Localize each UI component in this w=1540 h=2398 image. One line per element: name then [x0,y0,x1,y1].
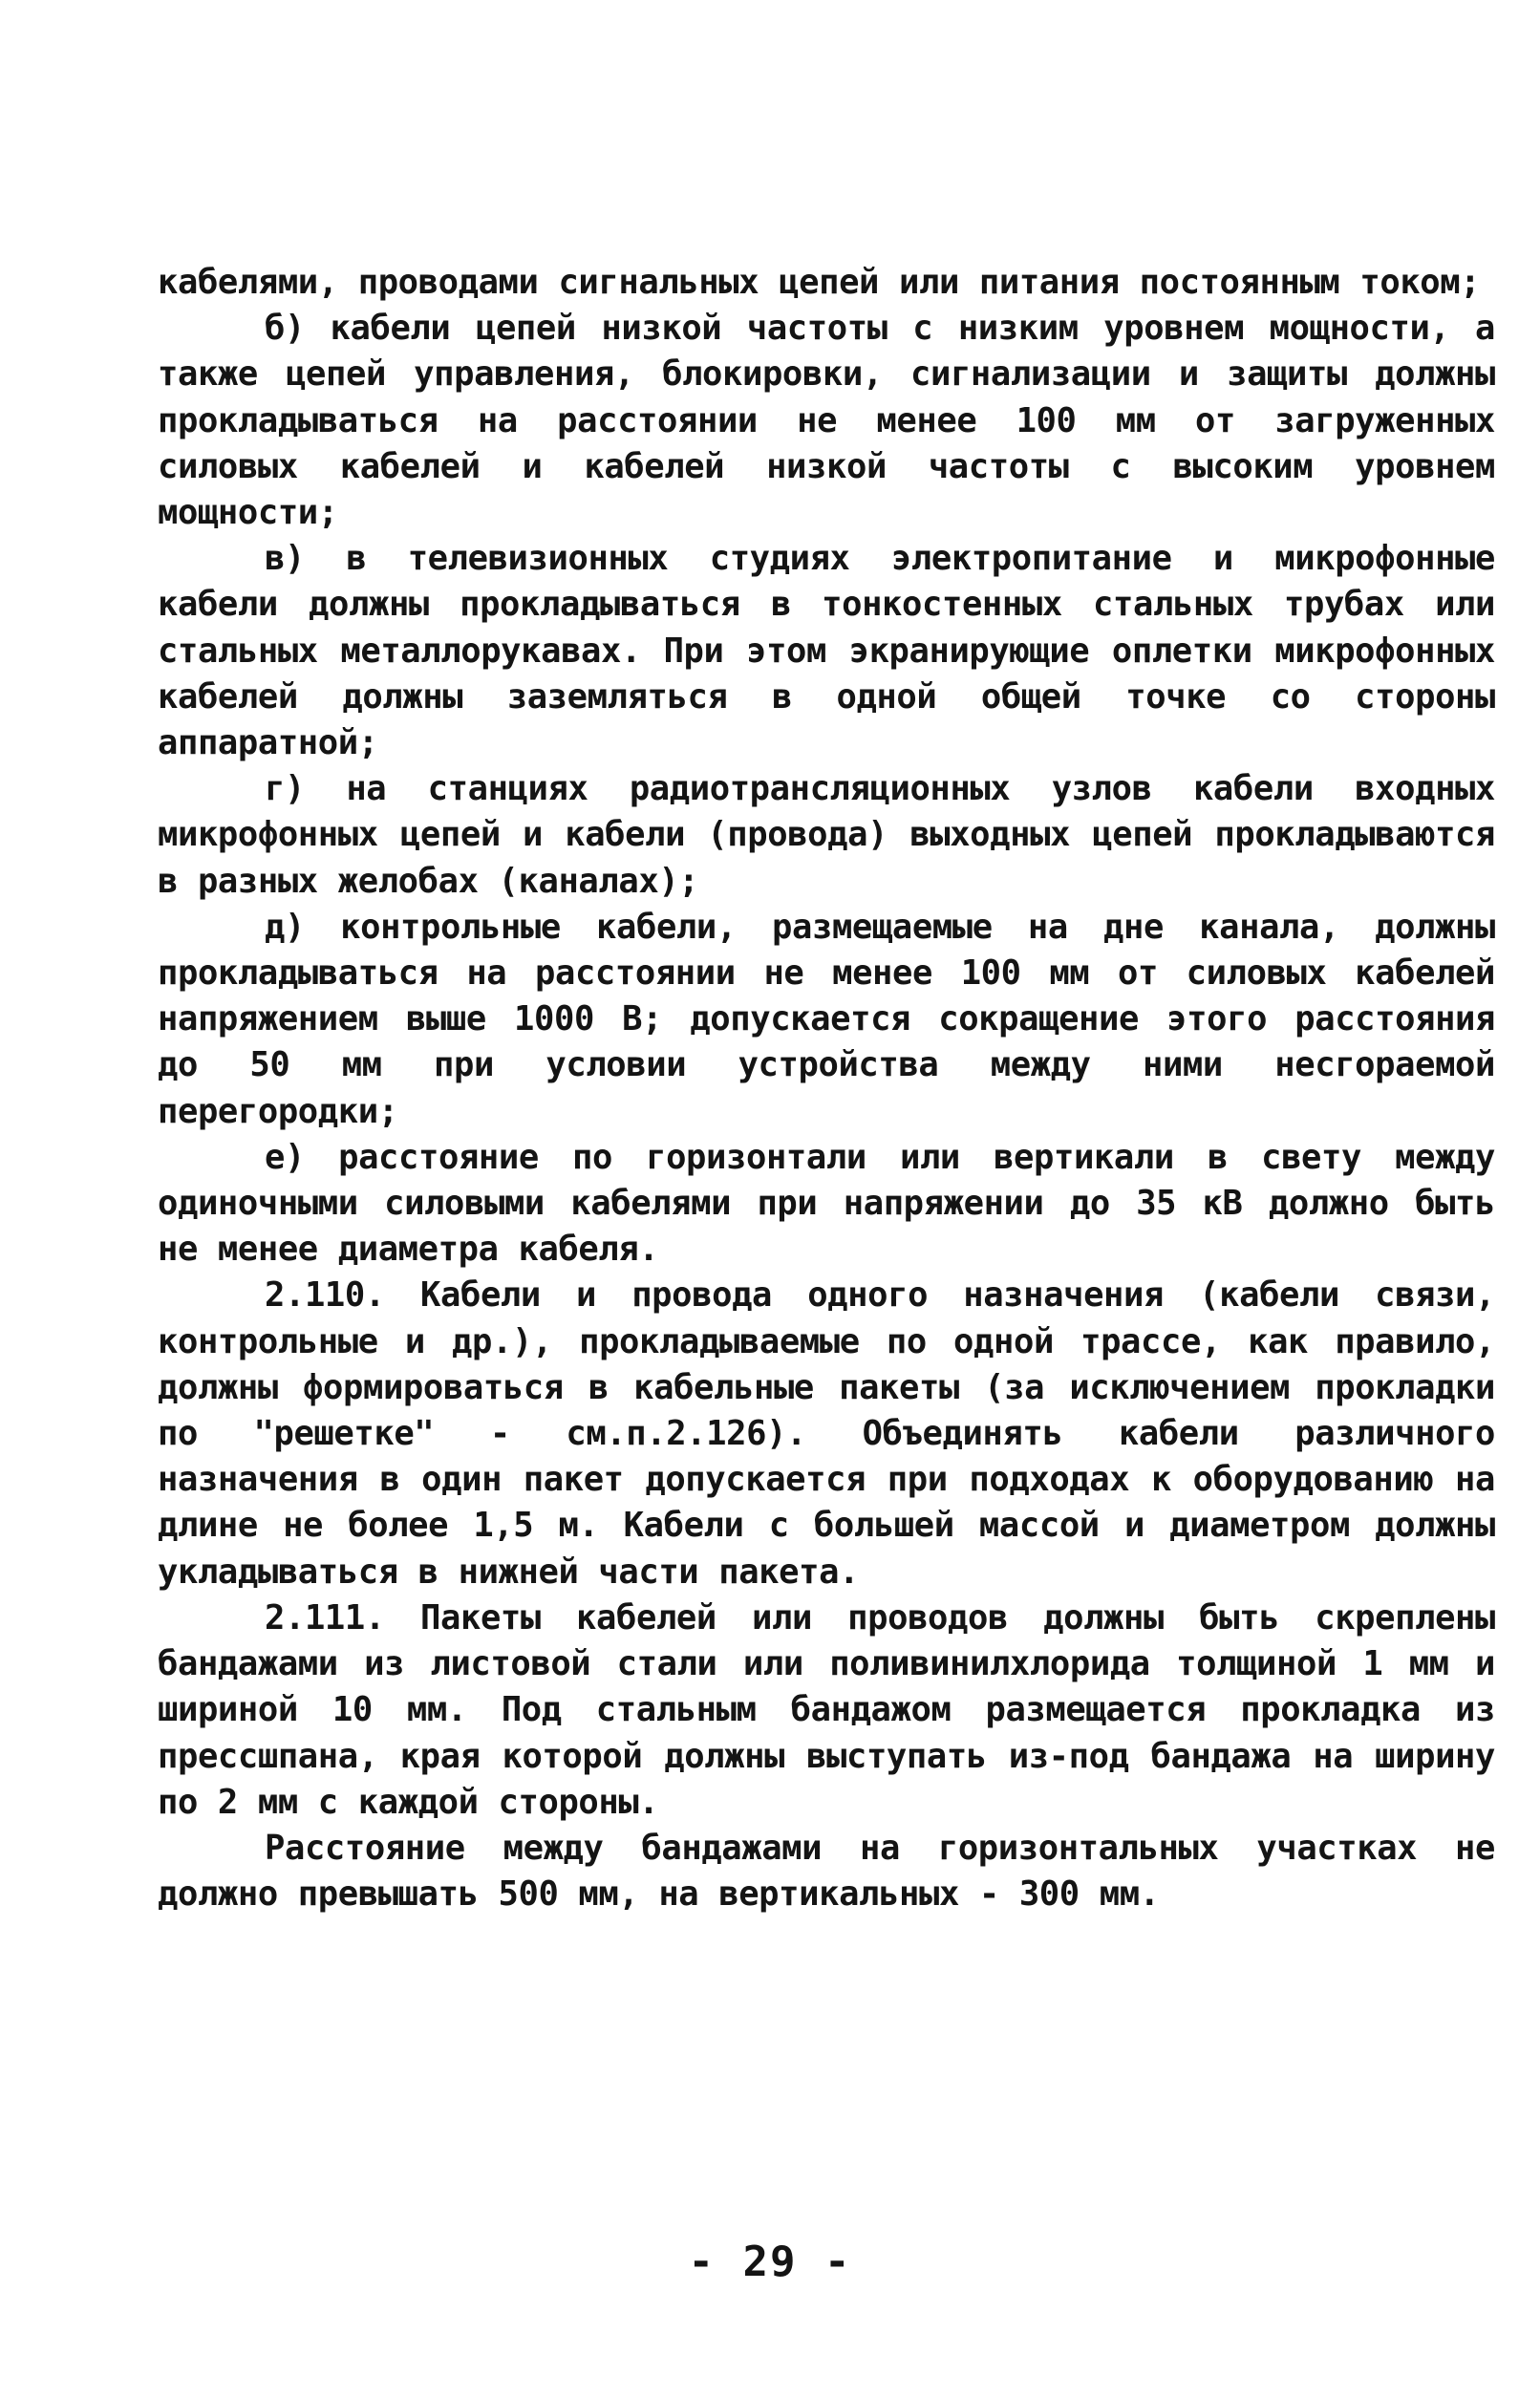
paragraph-continuation: кабелями, проводами сигнальных цепей или питания постоянным током; [158,263,1481,302]
page-number: - 29 - [688,2237,852,2286]
paragraph-2-110: 2.110. Кабели и провода одного назначения (кабели связи, контрольные и др.), прокладываемые по одной трассе, как правило, должны формироваться в кабельные пакеты (за исключением прокладки по "решетке" - см.п.2.126). Объединять кабели различного назначения в один пакет допускается при подходах к оборудованию на длине не более 1,5 м. Кабели с большей массой и диаметром должны укладываться в нижней части пакета. [158,1275,1495,1592]
body-text [158,260,1495,1917]
paragraph-item-v: в) в телевизионных студиях электропитание и микрофонные кабели должны прокладываться в тонкостенных стальных трубах или стальных металлорукавах. При этом экранирующие оплетки микрофонных кабелей должны заземляться в одной общей точке со стороны аппаратной; [158,539,1495,763]
paragraph-item-b: б) кабели цепей низкой частоты с низким уровнем мощности, а также цепей управления, блокировки, сигнализации и защиты должны прокладываться на расстоянии не менее 100 мм от загруженных силовых кабелей и кабелей низкой частоты с высоким уровнем мощности; [158,309,1495,533]
paragraph-item-d: д) контрольные кабели, размещаемые на дне канала, должны прокладываться на расстоянии не менее 100 мм от силовых кабелей напряжением выше 1000 В; допускается сокращение этого расстояния до 50 мм при условии устройства между ними несгораемой перегородки; [158,907,1495,1131]
paragraph-item-g: г) на станциях радиотрансляционных узлов кабели входных микрофонных цепей и кабели (провода) выходных цепей прокладываются в разных желобах (каналах); [158,769,1495,901]
paragraph-item-e: е) расстояние по горизонтали или вертикали в свету между одиночными силовыми кабелями при напряжении до 35 кВ должно быть не менее диаметра кабеля. [158,1137,1495,1270]
paragraph-bandage-spacing: Расстояние между бандажами на горизонтальных участках не должно превышать 500 мм, на вертикальных - 300 мм. [158,1828,1495,1915]
paragraph-2-111: 2.111. Пакеты кабелей или проводов должны быть скреплены бандажами из листовой стали или поливинилхлорида толщиной 1 мм и шириной 10 мм. Под стальным бандажом размещается прокладка из прессшпана, края которой должны выступать из-под бандажа на ширину по 2 мм с каждой стороны. [158,1597,1495,1822]
